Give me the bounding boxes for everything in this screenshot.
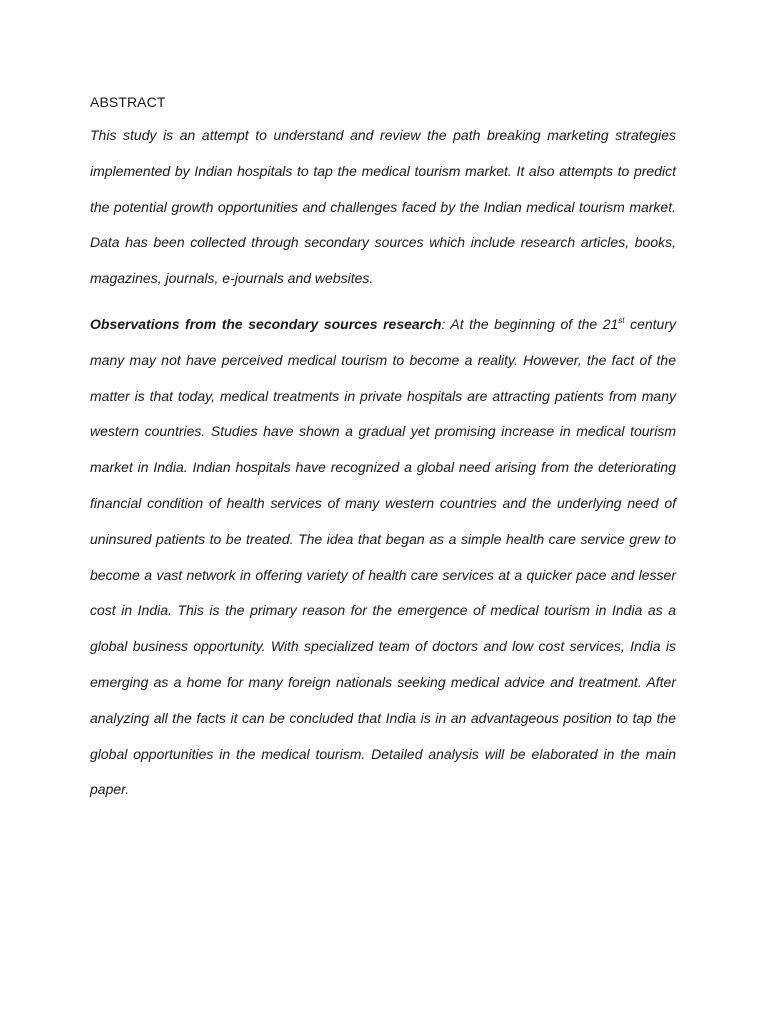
document-page [90,92,676,808]
observations-intro: : At the beginning of the 21 [441,315,619,332]
observations-lead: Observations from the secondary sources research [90,315,442,332]
abstract-paragraph: This study is an attempt to understand and review the path breaking marketing strategies implemented by Indian hospitals to tap the medical tourism market. It also attempts to predict the potential growth opportunities and challenges faced by the Indian medical tourism market. Data has been collected through secondary sources which include research articles, books, magazines, journals, e-journals and websites. [90,127,676,287]
ordinal-superscript: st [618,315,625,325]
section-heading: ABSTRACT [90,94,166,110]
observations-paragraph [90,307,676,808]
observations-body: century many may not have perceived medical tourism to become a reality. However, the fact of the matter is that today, medical treatments in private hospitals are attracting patients from many western countries. Studies have shown a gradual yet promising increase in medical tourism market in India. Indian hospitals have recognized a global need arising from the deteriorating financial condition of health services of many western countries and the underlying need of uninsured patients to be treated. The idea that began as a simple health care service grew to become a vast network in offering variety of health care services at a quicker pace and lesser cost in India. This is the primary reason for the emergence of medical tourism in India as a global business opportunity. With specialized team of doctors and low cost services, India is emerging as a home for many foreign nationals seeking medical advice and treatment. After analyzing all the facts it can be concluded that India is in an advantageous position to tap the global opportunities in the medical tourism. Detailed analysis will be elaborated in the main paper. [90,315,676,798]
